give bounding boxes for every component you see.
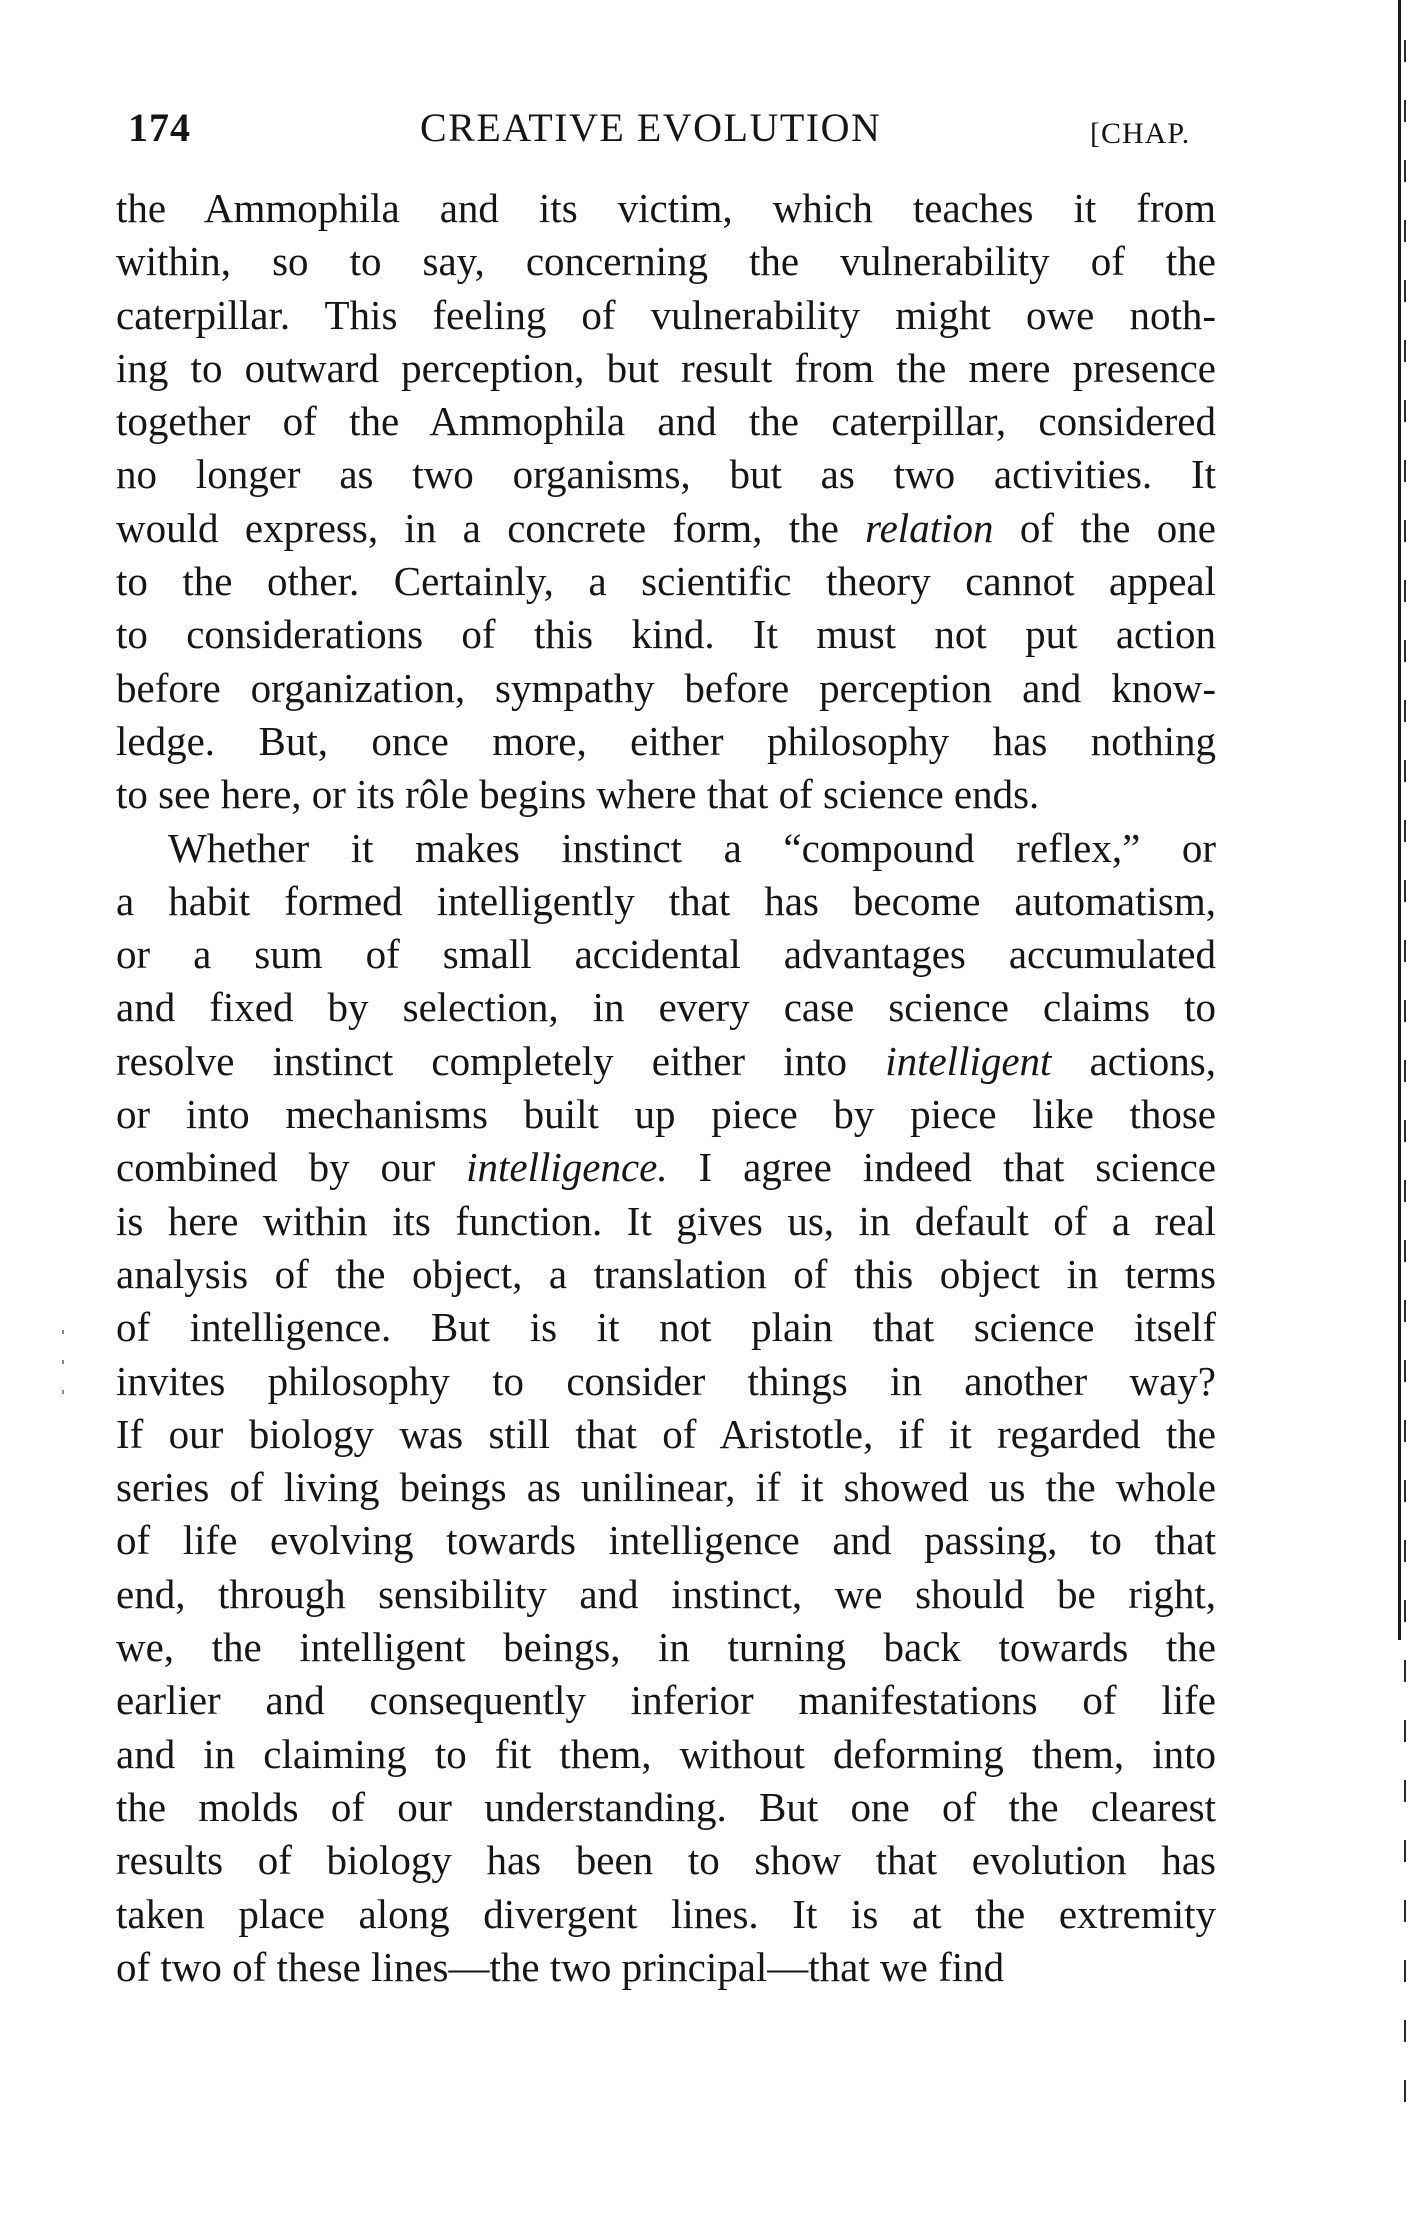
body-text [116, 182, 1216, 1994]
text-line [116, 502, 1216, 555]
margin-specks [62, 1330, 64, 1420]
text-segment: resolve instinct completely either into [116, 1037, 886, 1084]
text-line: end, through sensibility and instinct, we should be right, [116, 1570, 1216, 1617]
text-line: ing to outward perception, but result from the mere presence [116, 344, 1216, 391]
text-line: to the other. Certainly, a scientific theory cannot appeal [116, 558, 1216, 605]
page-edge-shadow [1398, 0, 1401, 1640]
text-segment: actions, [1051, 1037, 1216, 1084]
italic-emphasis: relation [865, 504, 994, 551]
text-segment: would express, in a concrete form, the [116, 504, 866, 551]
text-line: analysis of the object, a translation of this object in terms [116, 1250, 1216, 1297]
text-line: and in claiming to fit them, without deforming them, into [116, 1730, 1216, 1777]
text-segment: I agree indeed that science [667, 1144, 1216, 1191]
text-line: of two of these lines—the two principal—that we find [116, 1943, 1005, 1990]
italic-emphasis: intelligent [885, 1037, 1052, 1084]
text-line: of intelligence. But is it not plain that science itself [116, 1304, 1216, 1351]
text-line: If our biology was still that of Aristotle, if it regarded the [116, 1410, 1216, 1457]
page-number: 174 [128, 105, 191, 150]
text-line: of life evolving towards intelligence and passing, to that [116, 1517, 1216, 1564]
text-line: invites philosophy to consider things in another way? [116, 1357, 1216, 1404]
text-line: taken place along divergent lines. It is at the extremity [116, 1890, 1216, 1937]
text-line: is here within its function. It gives us, in default of a real [116, 1197, 1216, 1244]
text-line: the Ammophila and its victim, which teaches it from [116, 185, 1216, 231]
text-line: a habit formed intelligently that has become automatism, [116, 877, 1216, 924]
text-line: we, the intelligent beings, in turning back towards the [116, 1624, 1216, 1671]
page-edge-marks [1404, 40, 1406, 2140]
chapter-label: [CHAP. [1090, 117, 1191, 150]
text-segment: of the one [993, 504, 1216, 551]
text-line: results of biology has been to show that evolution has [116, 1837, 1216, 1884]
text-line: together of the Ammophila and the caterpillar, considered [116, 398, 1216, 445]
text-line: and fixed by selection, in every case science claims to [116, 984, 1216, 1031]
text-segment: combined by our [116, 1144, 467, 1191]
text-line [116, 1141, 1216, 1194]
text-line: or a sum of small accidental advantages accumulated [116, 931, 1216, 978]
text-line: or into mechanisms built up piece by piece like those [116, 1091, 1216, 1138]
text-line: the molds of our understanding. But one of the clearest [116, 1783, 1216, 1830]
text-line: earlier and consequently inferior manifestations of life [116, 1677, 1216, 1724]
text-line: series of living beings as unilinear, if it showed us the whole [116, 1464, 1216, 1511]
text-line: ledge. But, once more, either philosophy has nothing [116, 717, 1216, 764]
text-line: within, so to say, concerning the vulnerability of the [116, 238, 1216, 285]
text-line: caterpillar. This feeling of vulnerability might owe noth- [116, 291, 1216, 338]
text-line: Whether it makes instinct a “compound reflex,” or [168, 824, 1216, 871]
text-line [116, 1035, 1216, 1088]
italic-emphasis: intelligence. [466, 1144, 668, 1191]
text-line: to see here, or its rôle begins where that of science ends. [116, 771, 1040, 818]
running-header [128, 98, 1228, 158]
text-line: no longer as two organisms, but as two activities. It [116, 451, 1216, 498]
text-line: to considerations of this kind. It must not put action [116, 611, 1216, 658]
running-title: CREATIVE EVOLUTION [420, 105, 882, 150]
text-line: before organization, sympathy before perception and know- [116, 664, 1216, 711]
